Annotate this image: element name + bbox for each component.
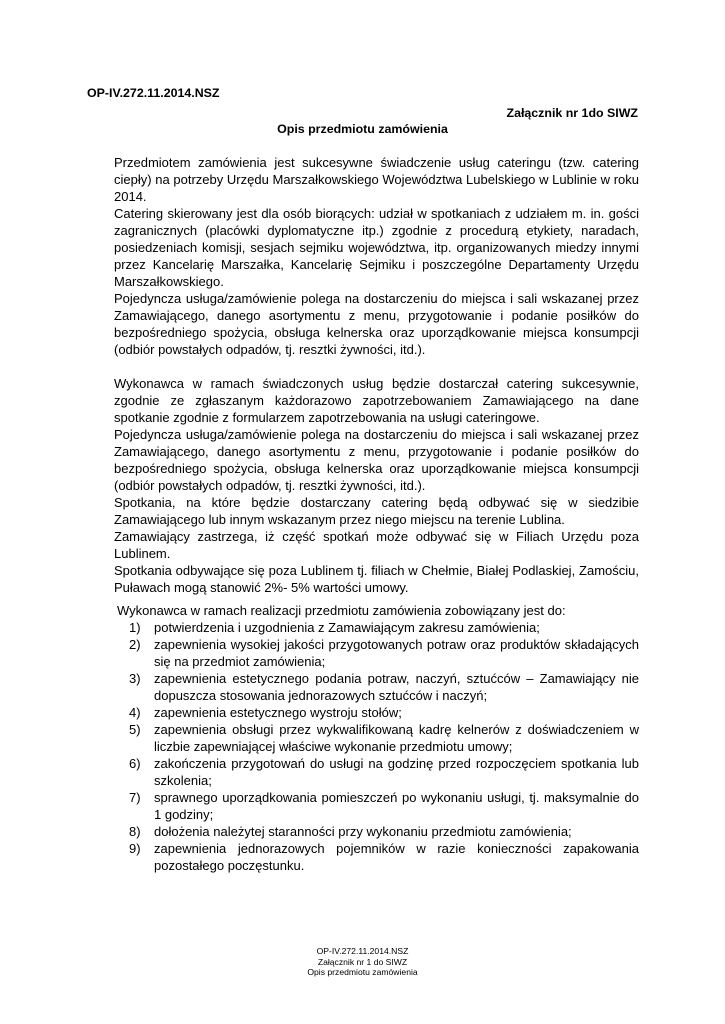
page-title: Opis przedmiotu zamówienia xyxy=(277,122,448,136)
list-item: 5) zapewnienia obsługi przez wykwalifikowaną kadrę kelnerów z doświadczeniem w liczbie zapewniającej właściwe wykonanie przedmiotu umowy; xyxy=(129,722,639,754)
paragraph-branch-offices: Zamawiający zastrzega, iż część spotkań może odbywać się w Filiach Urzędu poza Lublinem. xyxy=(114,529,639,561)
paragraph-subject: Przedmiotem zamówienia jest sukcesywne świadczenie usług cateringu (tzw. catering ciepły) na potrzeby Urzędu Marszałkowskiego Województwa Lubelskiego w Lublinie w roku 2014. xyxy=(114,155,639,204)
page-footer xyxy=(0,946,725,978)
list-item: 1) potwierdzenia i uzgodnienia z Zamawiającym zakresu zamówienia; xyxy=(129,620,540,635)
footer-annex: Załącznik nr 1 do SIWZ xyxy=(317,956,408,967)
obligations-list xyxy=(114,619,639,874)
footer-title: Opis przedmiotu zamówienia xyxy=(307,967,418,977)
paragraph-single-service: Pojedyncza usługa/zamówienie polega na dostarczeniu do miejsca i sali wskazanej przez Zamawiającego, danego asortymentu z menu, przygotowanie i podanie posiłków do bezpośredniego spożycia, obsługa kelnerska oraz uporządkowanie miejsca konsumpcji (odbiór powstałych odpadów, tj. resztki żywności, itd.). xyxy=(114,291,639,357)
list-item: 3) zapewnienia estetycznego podania potraw, naczyń, sztućców – Zamawiający nie dopuszcza stosowania jednorazowych sztućców i naczyń; xyxy=(129,671,639,703)
paragraph-single-service-repeat: Pojedyncza usługa/zamówienie polega na dostarczeniu do miejsca i sali wskazanej przez Zamawiającego, danego asortymentu z menu, przygotowanie i podanie posiłków do bezpośredniego spożycia, obsługa kelnerska oraz uporządkowanie miejsca konsumpcji (odbiór powstałych odpadów, tj. resztki żywności, itd.). xyxy=(114,427,639,493)
annex-label: Załącznik nr 1do SIWZ xyxy=(506,106,638,120)
paragraph-outside-lublin: Spotkania odbywające się poza Lublinem tj. filiach w Chełmie, Białej Podlaskiej, Zamościu, Puławach mogą stanowić 2%- 5% wartości umowy. xyxy=(114,563,639,595)
list-item: 8) dołożenia należytej staranności przy wykonaniu przedmiotu zamówienia; xyxy=(129,824,572,839)
paragraph-audience: Catering skierowany jest dla osób biorących: udział w spotkaniach z udziałem m. in. gości zagranicznych (placówki dyplomatyczne itp.) zgodnie z procedurą etykiety, naradach, posiedzeniach komisji, sesjach sejmiku województwa, itp. organizowanych miedzy innymi przez Kancelarię Marszałka, Kancelarię Sejmiku i poszczególne Departamenty Urzędu Marszałkowskiego. xyxy=(114,206,639,289)
list-item: 4) zapewnienia estetycznego wystroju stołów; xyxy=(129,705,402,720)
list-item: 9) zapewnienia jednorazowych pojemników w razie konieczności zapakowania pozostałego poczęstunku. xyxy=(129,841,639,873)
footer-reference: OP-IV.272.11.2014.NSZ xyxy=(316,946,409,956)
document-body xyxy=(114,154,639,874)
list-item: 2) zapewnienia wysokiej jakości przygotowanych potraw oraz produktów składających się na przedmiot zamówienia; xyxy=(129,637,639,669)
paragraph-meeting-location: Spotkania, na które będzie dostarczany catering będą odbywać się w siedzibie Zamawiającego lub innym wskazanym przez niego miejscu na terenie Lublina. xyxy=(114,495,639,527)
document-reference: OP-IV.272.11.2014.NSZ xyxy=(87,86,220,100)
paragraph-contractor-delivery: Wykonawca w ramach świadczonych usług będzie dostarczał catering sukcesywnie, zgodnie ze zgłaszanym każdorazowo zapotrzebowaniem Zamawiającego na dane spotkanie zgodnie z formularzem zapotrzebowania na usługi cateringowe. xyxy=(114,376,639,425)
list-item: 7) sprawnego uporządkowania pomieszczeń po wykonaniu usługi, tj. maksymalnie do 1 godziny; xyxy=(129,790,639,822)
obligations-intro: Wykonawca w ramach realizacji przedmiotu zamówienia zobowiązany jest do: xyxy=(117,603,566,618)
list-item: 6) zakończenia przygotowań do usługi na godzinę przed rozpoczęciem spotkania lub szkolenia; xyxy=(129,756,639,788)
